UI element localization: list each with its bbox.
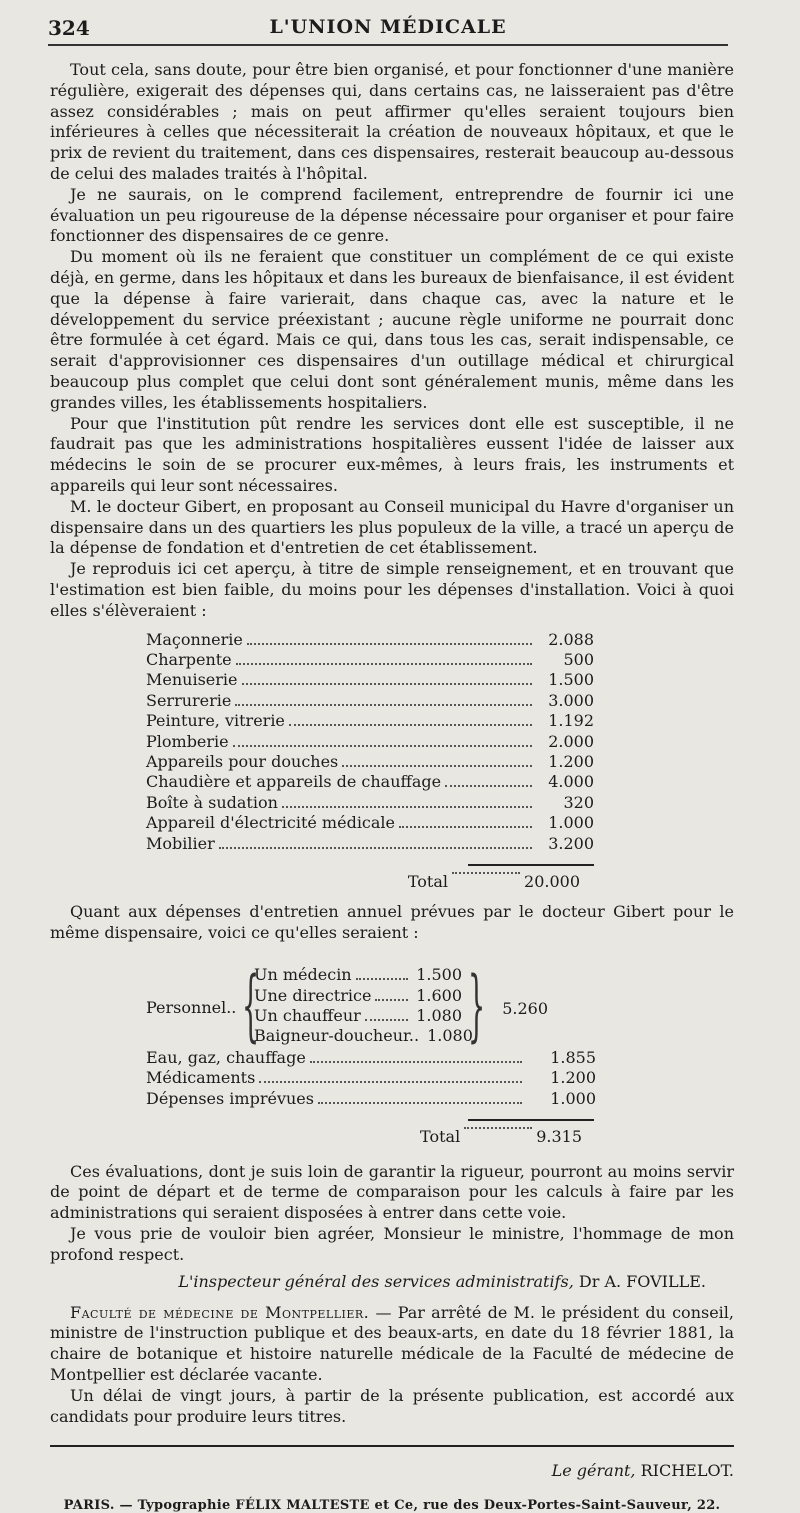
maintenance-total	[146, 1127, 596, 1147]
leader-dots	[219, 847, 532, 849]
cost-label: Plomberie	[146, 731, 229, 751]
faculty-notice	[50, 1303, 734, 1428]
signature	[50, 1272, 734, 1291]
leader-dots	[289, 724, 532, 726]
cost-label: Mobilier	[146, 833, 215, 853]
cost-row	[146, 772, 594, 792]
cost-value: 500	[563, 649, 594, 669]
cost-row	[146, 752, 594, 772]
cost-label: Boîte à sudation	[146, 792, 278, 812]
manager-signature	[50, 1461, 734, 1480]
cost-row	[146, 813, 594, 833]
cost-value: 1.200	[548, 751, 594, 771]
page-number: 324	[48, 16, 90, 40]
cost-label: Serrurerie	[146, 690, 232, 710]
cost-label: Baigneur-doucheur..	[254, 1026, 420, 1046]
paragraph: Pour que l'institution pût rendre les services dont elle est susceptible, il ne faudrait pas que les administrations hospitalières eussent l'idée de laisser aux médecins le soin de se procurer eux-mêmes, à leurs frais, les instruments et appareils qui leur sont nécessaires.	[50, 413, 734, 495]
leader-dots	[365, 1019, 408, 1021]
left-brace: {	[241, 960, 260, 1051]
leader-dots	[235, 704, 532, 706]
leader-dots	[310, 1061, 522, 1063]
journal-title: L'UNION MÉDICALE	[269, 16, 507, 38]
cost-row	[254, 965, 462, 985]
cost-row	[146, 1048, 596, 1068]
leader-dots	[236, 663, 532, 665]
page-header	[48, 14, 728, 46]
cost-value: 1.000	[550, 1088, 596, 1108]
total-value: 20.000	[524, 871, 580, 891]
installation-cost-table	[146, 630, 594, 893]
leader-dots	[282, 806, 532, 808]
faculty-paragraph	[50, 1303, 734, 1386]
cost-label: Appareils pour douches	[146, 751, 339, 771]
total-value: 9.315	[536, 1127, 582, 1147]
cost-row	[146, 732, 594, 752]
cost-label: Maçonnerie	[146, 629, 243, 649]
total-rule	[468, 1119, 594, 1121]
cost-row	[146, 630, 594, 650]
personnel-subtotal: 5.260	[502, 998, 548, 1018]
cost-row	[146, 1089, 596, 1109]
leader-dots	[318, 1102, 522, 1104]
cost-value: 1.192	[548, 711, 594, 731]
cost-label: Chaudière et appareils de chauffage	[146, 772, 442, 792]
cost-row	[146, 670, 594, 690]
cost-label: Un chauffeur	[254, 1005, 361, 1025]
cost-row	[146, 711, 594, 731]
article-body	[50, 60, 734, 1513]
cost-value: 1.500	[416, 965, 462, 985]
manager-role: Le gérant,	[551, 1461, 636, 1481]
cost-row	[146, 834, 594, 854]
cost-label: Médicaments	[146, 1068, 256, 1088]
paragraph: Tout cela, sans doute, pour être bien organisé, et pour fonctionner d'une manière régulière, exigerait des dépenses qui, dans certains cas, ne laisseraient pas d'être assez considérables ; mais on peut affirmer qu'elles seraient toujours bien inférieures à celles que nécessiterait la création de nouveaux hôpitaux, et que le prix de revient du traitement, dans ces dispensaires, resterait beaucoup au-dessous de celui des malades traités à l'hôpital.	[50, 60, 734, 183]
faculty-heading: Faculté de médecine de Montpellier.	[70, 1302, 370, 1322]
faculty-text: — Par arrêté de M. le président du conseil, ministre de l'instruction publique et des beaux-arts, en date du 18 février 1881, la chaire de botanique et histoire naturelle médicale de la Faculté de médecine de Montpellier est déclarée vacante.	[50, 1302, 734, 1384]
cost-row	[146, 691, 594, 711]
section-rule	[50, 1445, 734, 1447]
signature-role: L'inspecteur général des services administratifs,	[178, 1271, 574, 1291]
total-label: Total	[407, 871, 449, 891]
right-brace: }	[467, 960, 486, 1051]
cost-value: 4.000	[548, 772, 594, 792]
leader-dots	[342, 765, 532, 767]
cost-label: Charpente	[146, 649, 232, 669]
leader-dots	[445, 785, 532, 787]
manager-name: RICHELOT.	[640, 1461, 734, 1481]
cost-value: 1.000	[548, 813, 594, 833]
personnel-list	[254, 965, 473, 1047]
cost-row	[254, 1026, 473, 1046]
paragraph: Je ne saurais, on le comprend facilement, entreprendre de fournir ici une évaluation un peu rigoureuse de la dépense nécessaire pour organiser et pour faire fonctionner des dispensaires de ce genre.	[50, 184, 734, 246]
paragraph: Je reproduis ici cet aperçu, à titre de simple renseignement, et en trouvant que l'estimation est bien faible, du moins pour les dépenses d'installation. Voici à quoi elles s'élèveraient :	[50, 559, 734, 620]
cost-label: Peinture, vitrerie	[146, 711, 285, 731]
maintenance-cost-table	[146, 960, 596, 1148]
cost-value: 1.080	[416, 1005, 462, 1025]
paragraph: M. le docteur Gibert, en proposant au Conseil municipal du Havre d'organiser un dispensaire dans un des quartiers les plus populeux de la ville, a tracé un aperçu de la dépense de fondation et d'entretien de cet établissement.	[50, 496, 734, 558]
cost-row	[146, 650, 594, 670]
cost-value: 1.855	[550, 1047, 596, 1067]
cost-value: 1.600	[416, 985, 462, 1005]
paragraph: Du moment où ils ne feraient que constituer un complément de ce qui existe déjà, en germe, dans les hôpitaux et dans les bureaux de bienfaisance, il est évident que la dépense à faire varierait, dans chaque cas, avec la nature et le développement du service préexistant ; aucune règle uniforme ne pourrait donc être formulée à cet égard. Mais ce qui, dans tous les cas, serait indispensable, ce serait d'approvisionner ces dispensaires d'un outillage médical et chirurgical beaucoup plus complet que celui dont sont généralement munis, même dans les grandes villes, les établissements hospitaliers.	[50, 247, 734, 412]
paragraph: Quant aux dépenses d'entretien annuel prévues par le docteur Gibert pour le même dispensaire, voici ce qu'elles seraient :	[50, 902, 734, 943]
cost-row	[254, 1006, 462, 1026]
cost-value: 1.080	[427, 1026, 473, 1046]
cost-value: 3.200	[548, 833, 594, 853]
cost-row	[254, 986, 462, 1006]
leader-dots	[452, 872, 520, 874]
leader-dots	[242, 683, 533, 685]
upkeep-list	[146, 1048, 596, 1109]
installation-total	[146, 872, 594, 892]
cost-label: Appareil d'électricité médicale	[146, 813, 396, 833]
printer-imprint: PARIS. — Typographie FÉLIX MALTESTE et Ce, rue des Deux-Portes-Saint-Sauveur, 22.	[63, 1498, 721, 1513]
cost-row	[146, 793, 594, 813]
cost-value: 1.200	[550, 1068, 596, 1088]
cost-label: Menuiserie	[146, 670, 238, 690]
leader-dots	[259, 1081, 522, 1083]
leader-dots	[247, 643, 532, 645]
leader-dots	[464, 1127, 532, 1129]
cost-label: Eau, gaz, chauffage	[146, 1047, 306, 1067]
total-rule	[468, 864, 594, 866]
cost-value: 3.000	[548, 690, 594, 710]
cost-value: 2.000	[548, 731, 594, 751]
cost-label: Une directrice	[254, 985, 372, 1005]
signature-name: Dr A. FOVILLE.	[578, 1271, 706, 1291]
cost-row	[146, 1068, 596, 1088]
paragraph: Ces évaluations, dont je suis loin de garantir la rigueur, pourront au moins servir de point de départ et de terme de comparaison pour les calculs à faire par les administrations qui seraient disposées à entrer dans cette voie.	[50, 1161, 734, 1223]
cost-value: 2.088	[548, 629, 594, 649]
leader-dots	[399, 826, 532, 828]
paragraph: Je vous prie de vouloir bien agréer, Monsieur le ministre, l'hommage de mon profond respect.	[50, 1224, 734, 1264]
total-label: Total	[420, 1127, 461, 1147]
cost-label: Dépenses imprévues	[146, 1088, 314, 1108]
leader-dots	[233, 745, 532, 747]
personnel-group	[146, 960, 596, 1051]
personnel-label: Personnel..	[146, 997, 237, 1017]
cost-value: 1.500	[548, 670, 594, 690]
cost-value: 320	[563, 792, 594, 812]
leader-dots	[375, 999, 408, 1001]
cost-label: Un médecin	[254, 965, 352, 985]
leader-dots	[356, 978, 408, 980]
paragraph: Un délai de vingt jours, à partir de la présente publication, est accordé aux candidats pour produire leurs titres.	[50, 1385, 734, 1426]
